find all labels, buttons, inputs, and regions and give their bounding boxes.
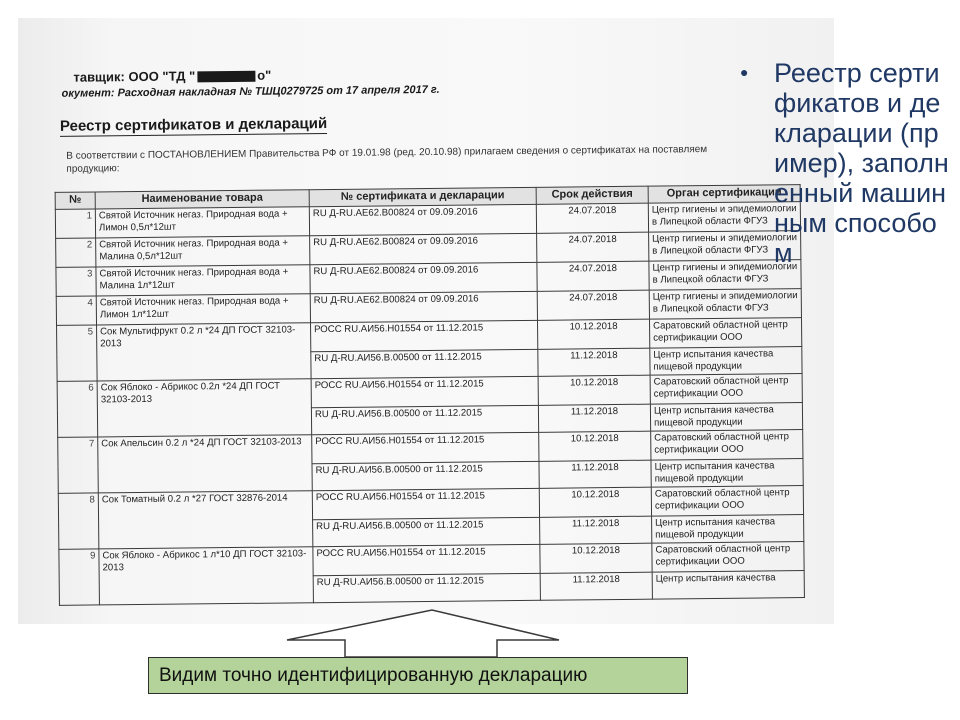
certificate-number: RU Д-RU.АЕ62.В00824 от 09.09.2016 xyxy=(310,291,537,322)
intro-paragraph-line-1: В соответствии с ПОСТАНОВЛЕНИЕМ Правительства РФ от 19.01.98 (ред. 20.10.98) прилагаем сведения о сертификатах на поставляем xyxy=(66,144,708,162)
declaration-validity-date: 11.12.2018 xyxy=(540,516,652,544)
declaration-number: RU Д-RU.АИ56.В.00500 от 11.12.2015 xyxy=(313,573,540,602)
validity-date: 10.12.2018 xyxy=(540,543,652,573)
product-name: Сок Томатный 0.2 л *27 ГОСТ 32876-2014 xyxy=(98,491,313,549)
product-name: Сок Мультифрукт 0.2 л *24 ДП ГОСТ 32103-2013 xyxy=(97,323,312,381)
column-header-product: Наименование товара xyxy=(95,190,309,209)
column-header-certificate: № сертификата и декларации xyxy=(309,187,536,206)
caption-text: Видим точно идентифицированную декларацию xyxy=(159,665,588,686)
declaration-authority: Центр испытания качества пищевой продукции xyxy=(650,403,802,432)
declaration-validity-date: 11.12.2018 xyxy=(540,572,652,600)
product-name: Сок Апельсин 0.2 л *24 ДП ГОСТ 32103-2013 xyxy=(98,435,313,493)
declaration-authority: Центр испытания качества пищевой продукции xyxy=(650,347,802,376)
row-number: 5 xyxy=(57,325,98,381)
certificate-number: РОСС RU.АИ56.Н01554 от 11.12.2015 xyxy=(311,320,538,351)
certificate-number: RU Д-RU.АЕ62.В00824 от 09.09.2016 xyxy=(309,204,536,235)
validity-date: 10.12.2018 xyxy=(539,431,651,461)
certification-authority: Саратовский областной центр сертификации ООО xyxy=(650,374,802,405)
column-header-validity: Срок действия xyxy=(536,186,648,204)
declaration-number: RU Д-RU.АИ56.В.00500 от 11.12.2015 xyxy=(313,517,540,546)
declaration-authority: Центр испытания качества xyxy=(652,571,804,600)
row-number: 4 xyxy=(56,296,96,325)
certificate-number: РОСС RU.АИ56.Н01554 от 11.12.2015 xyxy=(312,488,539,519)
certificate-number: RU Д-RU.АЕ62.В00824 от 09.09.2016 xyxy=(310,262,537,293)
caption-box xyxy=(148,657,688,694)
product-name: Святой Источник негаз. Природная вода + Малина 0,5л*12шт xyxy=(96,236,310,267)
validity-date: 24.07.2018 xyxy=(537,261,649,291)
bullet-text: Реестр сертификатов и декларации (пример), заполненный машинным способом xyxy=(774,58,949,268)
certification-authority: Саратовский областной центр сертификации ООО xyxy=(652,542,804,573)
declaration-number: RU Д-RU.АИ56.В.00500 от 11.12.2015 xyxy=(311,405,538,434)
column-header-number: № xyxy=(55,192,95,209)
declaration-authority: Центр испытания качества пищевой продукции xyxy=(652,515,804,544)
product-name: Святой Источник негаз. Природная вода + Лимон 0,5л*12шт xyxy=(95,207,309,238)
bullet-dot-icon: ● xyxy=(740,64,749,80)
certification-authority: Саратовский областной центр сертификации ООО xyxy=(651,486,803,517)
certification-authority: Центр гигиены и эпидемиологии в Липецкой области ФГУЗ xyxy=(648,202,800,233)
validity-date: 10.12.2018 xyxy=(539,487,651,517)
declaration-number: RU Д-RU.АИ56.В.00500 от 11.12.2015 xyxy=(311,349,538,378)
product-name: Святой Источник негаз. Природная вода + Лимон 1л*12шт xyxy=(96,294,310,325)
declaration-validity-date: 11.12.2018 xyxy=(538,348,650,376)
certificate-number: РОСС RU.АИ56.Н01554 от 11.12.2015 xyxy=(312,432,539,463)
row-number: 3 xyxy=(56,267,96,296)
certification-authority: Саратовский областной центр сертификации ООО xyxy=(649,318,801,349)
validity-date: 24.07.2018 xyxy=(537,290,649,320)
product-name: Сок Яблоко - Абрикос 1 л*10 ДП ГОСТ 32103-2013 xyxy=(99,547,314,605)
declaration-validity-date: 11.12.2018 xyxy=(539,460,651,488)
certificate-number: РОСС RU.АИ56.Н01554 от 11.12.2015 xyxy=(311,376,538,407)
validity-date: 24.07.2018 xyxy=(537,232,649,262)
intro-paragraph-line-2: продукцию: xyxy=(66,163,120,175)
register-title: Реестр сертификатов и деклараций xyxy=(59,115,328,135)
validity-date: 10.12.2018 xyxy=(538,375,650,405)
certification-authority: Центр гигиены и эпидемиологии в Липецкой области ФГУЗ xyxy=(649,289,801,320)
validity-date: 24.07.2018 xyxy=(536,203,648,233)
certification-authority: Центр гигиены и эпидемиологии в Липецкой области ФГУЗ xyxy=(649,231,801,262)
declaration-validity-date: 11.12.2018 xyxy=(538,404,650,432)
declaration-number: RU Д-RU.АИ56.В.00500 от 11.12.2015 xyxy=(312,461,539,490)
row-number: 8 xyxy=(58,493,99,549)
document-reference: окумент: Расходная накладная № ТШЦ0279725 от 17 апреля 2017 г. xyxy=(61,83,440,100)
row-number: 9 xyxy=(59,549,100,605)
certification-authority: Саратовский областной центр сертификации ООО xyxy=(651,430,803,461)
declaration-authority: Центр испытания качества пищевой продукции xyxy=(651,459,803,488)
certification-authority: Центр гигиены и эпидемиологии в Липецкой области ФГУЗ xyxy=(649,260,801,291)
row-number: 1 xyxy=(55,209,95,238)
supplier-line: тавщик: ООО "ТД " о" xyxy=(73,67,272,85)
row-number: 2 xyxy=(56,238,96,267)
product-name: Сок Яблоко - Абрикос 0.2л *24 ДП ГОСТ 32103-2013 xyxy=(97,379,312,437)
certificate-number: РОСС RU.АИ56.Н01554 от 11.12.2015 xyxy=(313,544,540,575)
certificate-number: RU Д-RU.АЕ62.В00824 от 09.09.2016 xyxy=(310,233,537,264)
column-header-authority: Орган сертификации xyxy=(648,185,800,204)
row-number: 6 xyxy=(57,381,98,437)
validity-date: 10.12.2018 xyxy=(537,319,649,349)
row-number: 7 xyxy=(58,437,99,493)
product-name: Святой Источник негаз. Природная вода + Малина 1л*12шт xyxy=(96,265,310,296)
